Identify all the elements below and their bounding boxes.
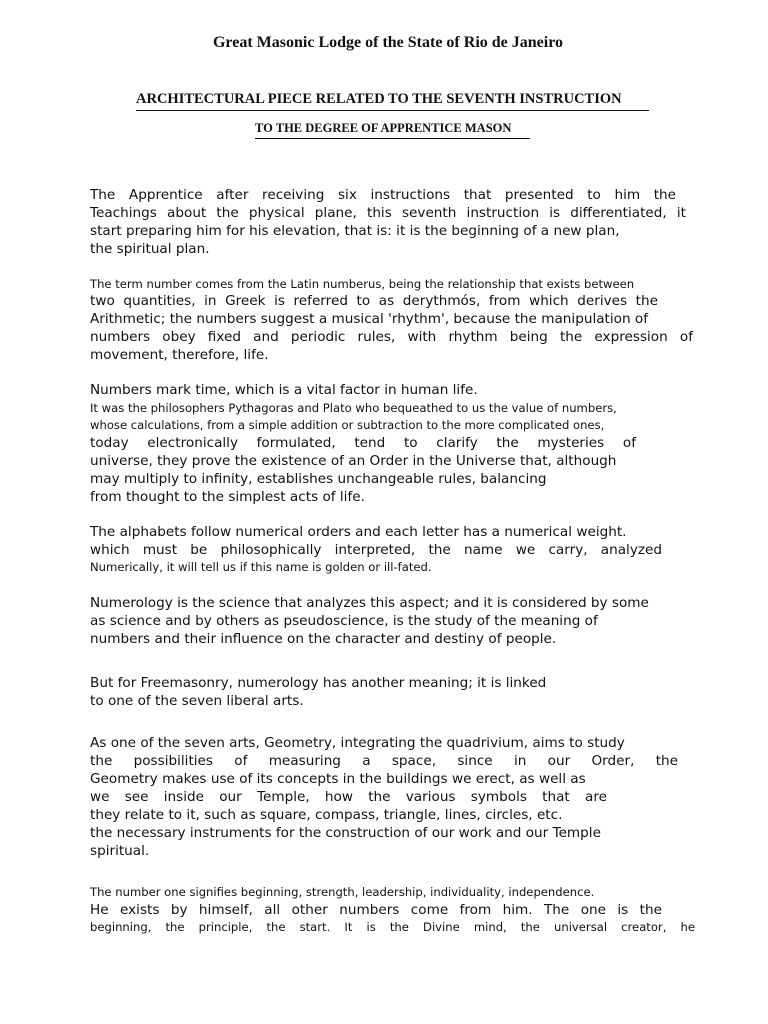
subtitle-underline	[136, 110, 649, 111]
paragraph-7-line-5: they relate to it, such as square, compass, triangle, lines, circles, etc.	[90, 807, 563, 823]
paragraph-8-line-1: The number one signifies beginning, strength, leadership, individuality, independence.	[90, 885, 595, 899]
paragraph-7-line-2: the possibilities of measuring a space, since in our Order, the	[90, 753, 678, 769]
paragraph-3-line-3: whose calculations, from a simple addition or subtraction to the more complicated ones,	[90, 418, 605, 432]
document-title: Great Masonic Lodge of the State of Rio de Janeiro	[212, 34, 564, 51]
paragraph-8-line-2: He exists by himself, all other numbers come from him. The one is the	[90, 902, 662, 918]
paragraph-1-line-2: Teachings about the physical plane, this seventh instruction is differentiated, it	[90, 205, 686, 221]
paragraph-7-line-7: spiritual.	[90, 843, 150, 859]
paragraph-3-line-2: It was the philosophers Pythagoras and Plato who bequeathed to us the value of numbers,	[90, 401, 617, 415]
paragraph-7-line-4: we see inside our Temple, how the various symbols that are	[90, 789, 607, 805]
paragraph-2-line-5: movement, therefore, life.	[90, 347, 269, 363]
paragraph-4-line-3: Numerically, it will tell us if this name is golden or ill-fated.	[90, 560, 432, 574]
degree-underline	[255, 138, 530, 139]
paragraph-1-line-3: start preparing him for his elevation, that is: it is the beginning of a new plan,	[90, 223, 620, 239]
paragraph-3-line-5: universe, they prove the existence of an Order in the Universe that, although	[90, 453, 617, 469]
paragraph-8-line-3: beginning, the principle, the start. It is the Divine mind, the universal creator, he	[90, 920, 695, 934]
paragraph-6-line-1: But for Freemasonry, numerology has another meaning; it is linked	[90, 675, 547, 691]
paragraph-1-line-4: the spiritual plan.	[90, 241, 210, 257]
paragraph-3-line-4: today electronically formulated, tend to clarify the mysteries of	[90, 435, 636, 451]
paragraph-2-line-2: two quantities, in Greek is referred to as derythmós, from which derives the	[90, 293, 658, 309]
paragraph-7-line-6: the necessary instruments for the construction of our work and our Temple	[90, 825, 601, 841]
paragraph-4-line-1: The alphabets follow numerical orders and each letter has a numerical weight.	[90, 524, 627, 540]
paragraph-5-line-3: numbers and their influence on the character and destiny of people.	[90, 631, 557, 647]
paragraph-2-line-3: Arithmetic; the numbers suggest a musical 'rhythm', because the manipulation of	[90, 311, 649, 327]
degree-heading: TO THE DEGREE OF APPRENTICE MASON	[255, 121, 512, 135]
paragraph-3-line-6: may multiply to infinity, establishes unchangeable rules, balancing	[90, 471, 547, 487]
paragraph-7-line-3: Geometry makes use of its concepts in the buildings we erect, as well as	[90, 771, 586, 787]
paragraph-3-line-1: Numbers mark time, which is a vital factor in human life.	[90, 382, 478, 398]
paragraph-4-line-2: which must be philosophically interpreted, the name we carry, analyzed	[90, 542, 662, 558]
paragraph-3-line-7: from thought to the simplest acts of life.	[90, 489, 365, 505]
paragraph-1-line-1: The Apprentice after receiving six instructions that presented to him the	[90, 187, 676, 203]
paragraph-6-line-2: to one of the seven liberal arts.	[90, 693, 304, 709]
paragraph-5-line-2: as science and by others as pseudoscience, is the study of the meaning of	[90, 613, 598, 629]
paragraph-7-line-1: As one of the seven arts, Geometry, integrating the quadrivium, aims to study	[90, 735, 625, 751]
paragraph-5-line-1: Numerology is the science that analyzes this aspect; and it is considered by some	[90, 595, 649, 611]
paragraph-2-line-4: numbers obey fixed and periodic rules, with rhythm being the expression of	[90, 329, 693, 345]
paragraph-2-line-1: The term number comes from the Latin numberus, being the relationship that exists between	[90, 277, 635, 291]
document-subtitle: ARCHITECTURAL PIECE RELATED TO THE SEVENTH INSTRUCTION	[136, 91, 622, 107]
